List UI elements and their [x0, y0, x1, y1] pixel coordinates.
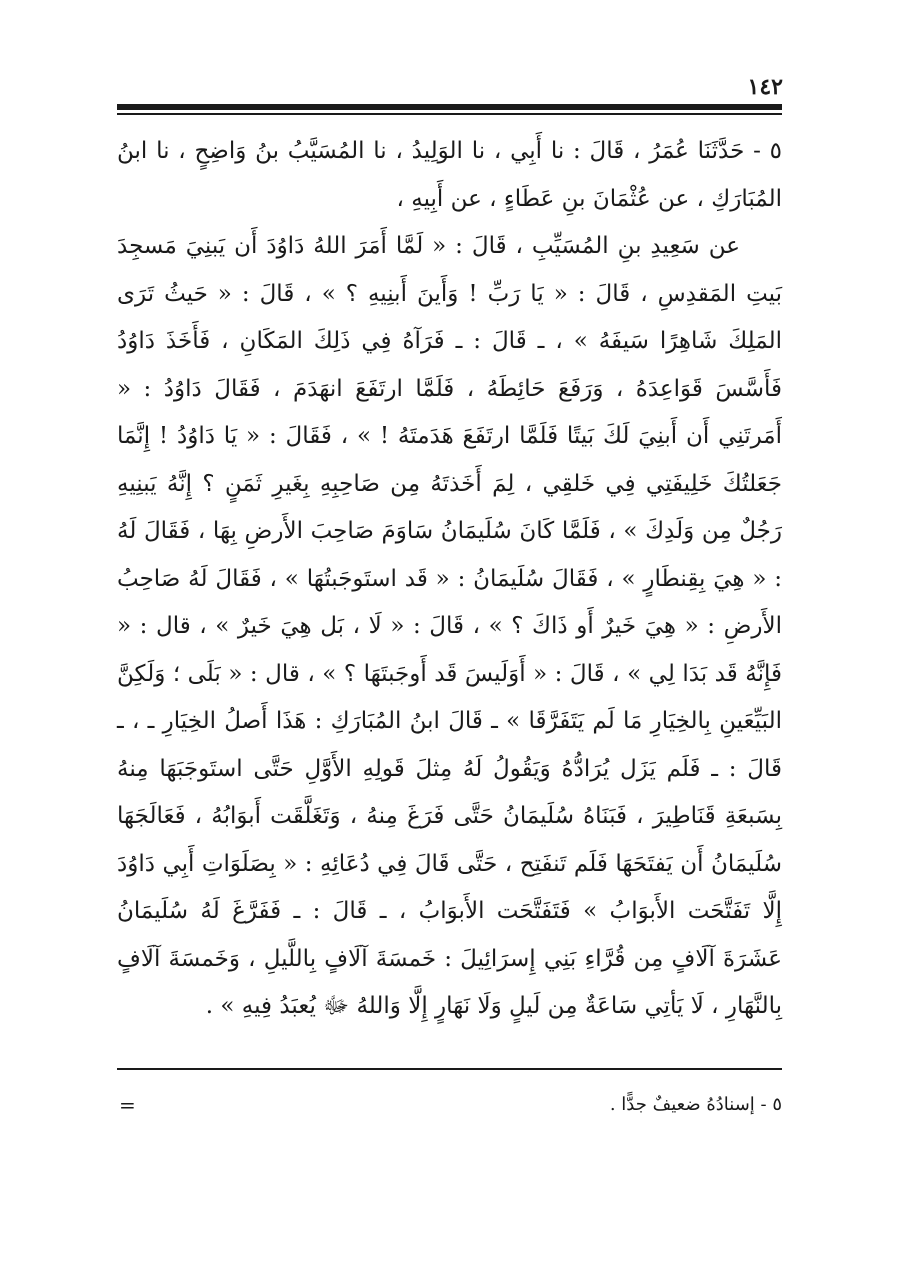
footnote-text: ٥ - إسنادُهُ ضعيفٌ جدًّا . [609, 1094, 782, 1115]
hadith-body [117, 128, 782, 1031]
header-rule [117, 104, 782, 115]
hadith-text: عن سَعِيدِ بنِ المُسَيِّبِ ، قَالَ : « لَمَّا أَمَرَ اللهُ دَاوُدَ أَن يَبنِيَ مَسجِدَ بَيتِ المَقدِسِ ، قَالَ : « يَا رَبِّ ! وَأَينَ أَبنِيهِ ؟ » ، قَالَ : « حَيثُ تَرَى المَلِكَ شَاهِرًا سَيفَهُ » ، ـ قَالَ : ـ فَرَآهُ فِي ذَلِكَ المَكَانِ ، فَأَخَذَ دَاوُدُ فَأَسَّسَ قَوَاعِدَهُ ، وَرَفَعَ حَائِطَهُ ، فَلَمَّا ارتَفَعَ انهَدَمَ ، فَقَالَ دَاوُدُ : « أَمَرتَنِي أَن أَبنِيَ لَكَ بَيتًا فَلَمَّا ارتَفَعَ هَدَمتَهُ ! » ، فَقَالَ : « يَا دَاوُدُ ! إِنَّمَا جَعَلتُكَ خَلِيفَتِي فِي خَلقِي ، لِمَ أَخَذتَهُ مِن صَاحِبِهِ بِغَيرِ ثَمَنٍ ؟ إِنَّهُ يَبنِيهِ رَجُلٌ مِن وَلَدِكَ » ، فَلَمَّا كَانَ سُلَيمَانُ سَاوَمَ صَاحِبَ الأَرضِ بِهَا ، فَقَالَ لَهُ : « هِيَ بِقِنطَارٍ » ، فَقَالَ سُلَيمَانُ : « قَد استَوجَبتُهَا » ، فَقَالَ لَهُ صَاحِبُ الأَرضِ : « هِيَ خَيرٌ أَو ذَاكَ ؟ » ، قَالَ : « لَا ، بَل هِيَ خَيرٌ » ، قال : « فَإِنَّهُ قَد بَدَا لِي » ، قَالَ : « أَوَلَيسَ قَد أَوجَبتَهَا ؟ » ، قال : « بَلَى ؛ وَلَكِنَّ البَيِّعَينِ بِالخِيَارِ مَا لَم يَتَفَرَّقَا » ـ قَالَ ابنُ المُبَارَكِ : هَذَا أَصلُ الخِيَارِ ـ ، ـ قَالَ : ـ فَلَم يَزَل يُرَادُّهُ وَيَقُولُ لَهُ مِثلَ قَولِهِ الأَوَّلِ حَتَّى استَوجَبَهَا مِنهُ بِسَبعَةِ قَنَاطِيرَ ، فَبَنَاهُ سُلَيمَانُ حَتَّى فَرَغَ مِنهُ ، وَتَغَلَّقَت أَبوَابُهُ ، فَعَالَجَهَا سُلَيمَانُ أَن يَفتَحَهَا فَلَم تَنفَتِح ، حَتَّى قَالَ فِي دُعَائِهِ : « بِصَلَوَاتِ أَبِي دَاوُدَ إِلَّا تَفَتَّحَت الأَبوَابُ » فَتَفَتَّحَت الأَبوَابُ ، ـ قَالَ : ـ فَفَرَّغَ لَهُ سُلَيمَانُ عَشَرَةَ آلَافٍ مِن قُرَّاءِ بَنِي إِسرَائِيلَ : خَمسَةَ آلَافٍ بِاللَّيلِ ، وَخَمسَةَ آلَافٍ بِالنَّهَارِ ، لَا يَأتِي سَاعَةٌ مِن لَيلٍ وَلَا نَهَارٍ إِلَّا وَاللهُ ﷻ يُعبَدُ فِيهِ » . [117, 233, 782, 1019]
page-number: ١٤٢ [747, 74, 783, 100]
footnote-continuation-mark: = [119, 1093, 136, 1117]
footnote-separator [117, 1068, 782, 1070]
footnote [117, 1090, 782, 1124]
header-rule-thin [117, 113, 782, 115]
hadith-chain-of-narration: ٥ - حَدَّثَنَا عُمَرُ ، قَالَ : نا أَبِي ، نا الوَلِيدُ ، نا المُسَيَّبُ بنُ وَاضِحٍ ، نا ابنُ المُبَارَكِ ، عن عُثْمَانَ بنِ عَطَاءٍ ، عن أَبِيهِ ، [117, 138, 782, 212]
